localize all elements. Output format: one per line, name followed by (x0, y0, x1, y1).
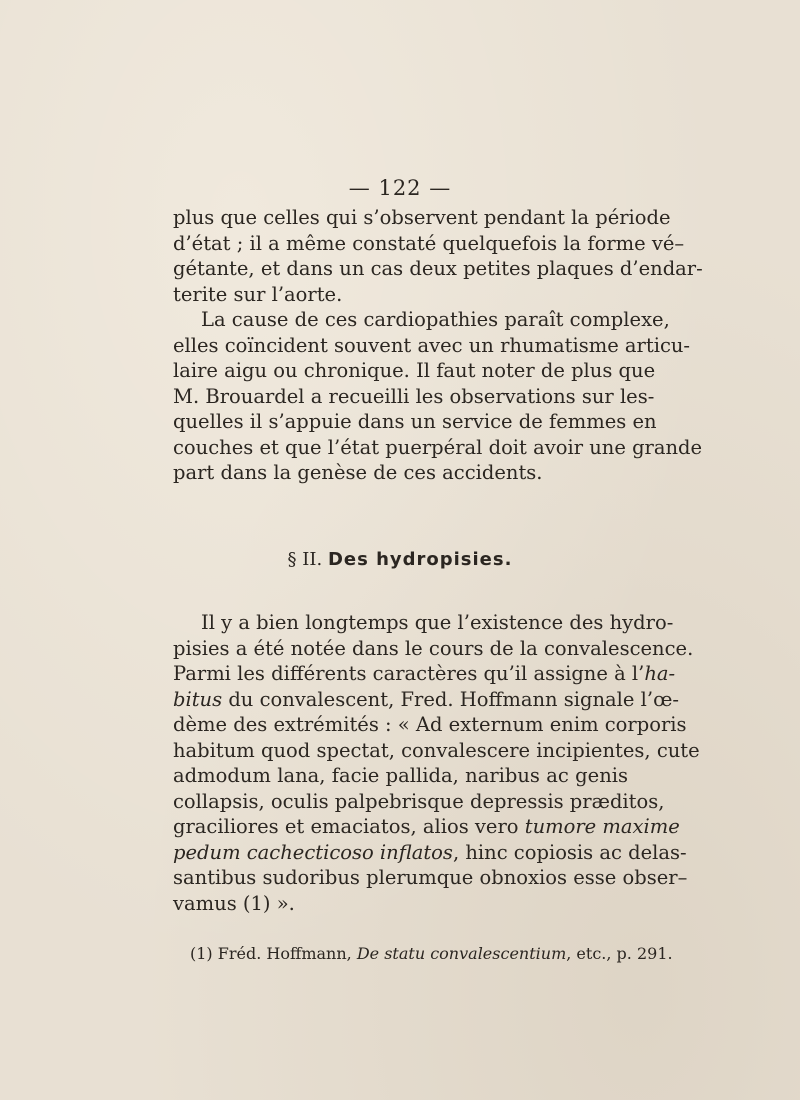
footnote (190, 944, 673, 963)
text-italic: ha- (644, 662, 676, 685)
text-line: Il y a bien longtemps que l’existence des hydro- (201, 611, 674, 634)
text-line: gétante, et dans un cas deux petites plaques d’endar- (173, 257, 703, 280)
footnote-title: De statu convalescentium (356, 944, 567, 963)
text-line: collapsis, oculis palpebrisque depressis præditos, (173, 789, 665, 813)
text-line: elles coïncident souvent avec un rhumatisme articu- (173, 333, 691, 357)
text-line: part dans la genèse de ces accidents. (173, 461, 543, 484)
footnote-prefix: (1) Fréd. Hoffmann, (190, 944, 357, 963)
text-line: quelles il s’appuie dans un service de femmes en (173, 410, 657, 433)
text-italic: tumore maxime (524, 815, 680, 838)
footnote-suffix: , etc., p. 291. (566, 944, 673, 963)
body-text-bottom (173, 610, 700, 916)
text-line: laire aigu ou chronique. Il faut noter de plus que (173, 359, 656, 382)
text-segment: , hinc copiosis ac delas- (452, 840, 687, 864)
text-segment: Parmi les différents caractères qu’il assigne à l’ (173, 662, 645, 685)
text-segment: graciliores et emaciatos, alios vero (173, 815, 525, 838)
text-italic: bitus (173, 687, 223, 711)
section-heading (0, 549, 800, 570)
text-line (173, 840, 687, 866)
text-line (173, 814, 680, 840)
text-line (173, 687, 679, 713)
body-text-top (173, 205, 703, 486)
text-line: pisies a été notée dans le cours de la convalescence. (173, 636, 694, 660)
text-line: habitum quod spectat, convalescere incipientes, cute (173, 738, 700, 762)
page-number: — 122 — (348, 176, 452, 200)
text-line: terite sur l’aorte. (173, 282, 343, 306)
text-line: La cause de ces cardiopathies paraît complexe, (201, 308, 670, 331)
text-line: M. Brouardel a recueilli les observations sur les- (173, 384, 655, 408)
text-line: vamus (1) ». (173, 891, 295, 915)
text-line: dème des extrémités : « Ad externum enim corporis (173, 713, 687, 736)
text-line: plus que celles qui s’observent pendant la période (173, 206, 671, 229)
text-segment: du convalescent, Fred. Hoffmann signale l’œ- (222, 687, 679, 711)
section-title: Des hydropisies. (327, 549, 513, 570)
text-line: couches et que l’état puerpéral doit avoir une grande (173, 435, 703, 459)
text-line (173, 661, 676, 687)
section-number: § II. (287, 549, 323, 570)
text-italic: pedum cachecticoso inflatos (173, 840, 453, 864)
text-line: admodum lana, facie pallida, naribus ac genis (173, 764, 628, 787)
text-line: santibus sudoribus plerumque obnoxios esse obser– (173, 866, 688, 889)
text-line: d’état ; il a même constaté quelquefois la forme vé– (173, 231, 685, 255)
